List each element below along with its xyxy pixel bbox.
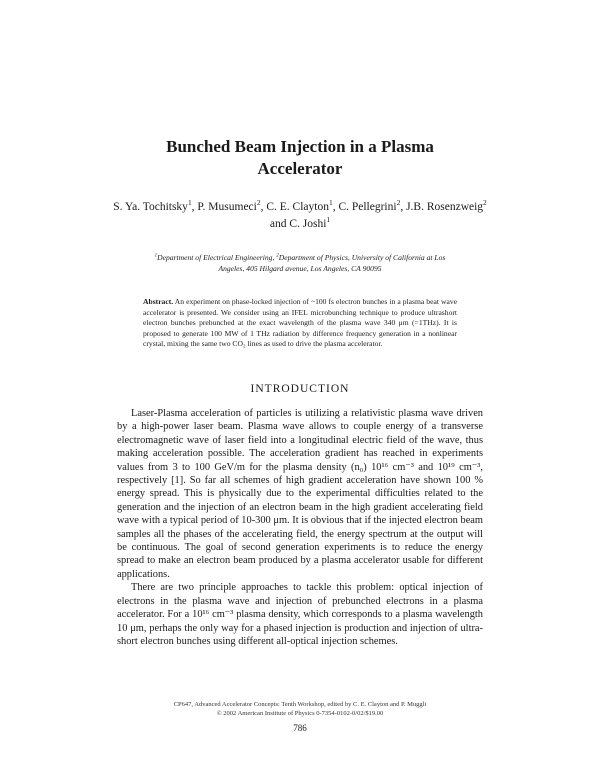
author-separator: , xyxy=(191,201,198,213)
author-affiliation-marker: 2 xyxy=(396,198,401,208)
page-number: 786 xyxy=(293,723,307,733)
affiliation-marker: 2 xyxy=(276,253,279,259)
footer-copyright: © 2002 American Institute of Physics 0-7354-0102-0/02/$19.00 xyxy=(216,710,384,717)
author-name: J.B. Rosenzweig xyxy=(406,201,484,213)
abstract xyxy=(143,297,457,350)
paragraph: There are two principle approaches to tackle this problem: optical injection of electrons in the plasma wave and injection of prebunched electrons in a plasma accelerator. For a 10¹⁶ cm⁻³ plasma density, which corresponds to a plasma wavelength 10 μm, perhaps the only way for a phased injection is production and injection of ultra-short electron bunches using different all-optical injection schemes. xyxy=(117,582,483,647)
author-name: C. Joshi xyxy=(289,218,327,230)
author-name: S. Ya. Tochitsky xyxy=(113,201,188,213)
affiliation-2: Department of Physics, University of California at Los xyxy=(278,253,446,262)
affiliation-1: Department of Electrical Engineering, xyxy=(157,253,277,262)
author-name: P. Musumeci xyxy=(197,201,257,213)
author-separator: and xyxy=(269,218,290,230)
author-affiliation-marker: 1 xyxy=(187,198,192,208)
footer-citation: CP647, Advanced Accelerator Concepts: Tenth Workshop, edited by C. E. Clayton and P. Muggli xyxy=(173,701,427,708)
author-separator: , xyxy=(260,201,267,213)
abstract-text: An experiment on phase-locked injection of ~100 fs electron bunches in a plasma beat wave accelerator is presented. We consider using an IFEL microbunching technique to produce ultrashort electron bunches prebunched at the exact wavelength of the plasma wave 340 μm (=1THz). It is proposed to generate 100 MW of 1 THz radiation by difference frequency generation in a nonlinear crystal, mixing the same two CO₂ lines as used to drive the plasma accelerator. xyxy=(143,297,458,348)
section-heading: INTRODUCTION xyxy=(250,383,350,395)
abstract-label: Abstract. xyxy=(143,297,174,306)
author-affiliation-marker: 2 xyxy=(256,198,261,208)
author-affiliation-marker: 2 xyxy=(483,198,487,208)
author-affiliation-marker: 1 xyxy=(328,198,333,208)
paragraph: Laser-Plasma acceleration of particles is utilizing a relativistic plasma wave driven by a high-power laser beam. Plasma wave allows to couple energy of a transverse electromagnetic wave of laser field into a longitudinal electric field of the wave, thus making acceleration possible. The acceleration gradient has reached in experiments values from 3 to 100 GeV/m for the plasma density (n₀) 10¹⁶ cm⁻³ and 10¹⁹ cm⁻³, respectively [1]. So far all schemes of high gradient acceleration have shown 100 % energy spread. This is physically due to the experimental difficulties related to the generation and the injection of an electron beam in the high gradient accelerating field wave with a typical period of 10-300 μm. It is obvious that if the injected electron beam samples all the phases of the accelerating field, the energy spectrum at the output will be continuous. The goal of second generation experiments is to reduce the energy spread to make an electron beam produced by a plasma accelerator usable for different applications. xyxy=(117,408,483,580)
affiliation-marker: 1 xyxy=(154,253,158,259)
author-separator: , xyxy=(400,201,407,213)
author-affiliation-marker: 1 xyxy=(326,215,331,225)
author-list xyxy=(110,199,490,233)
title-line-2: Accelerator xyxy=(257,159,343,178)
author-separator: , xyxy=(332,201,339,213)
copyright-footer xyxy=(140,700,460,718)
author-name: C. E. Clayton xyxy=(266,201,329,213)
affiliation-address: Angeles, 405 Hilgard avenue, Los Angeles, CA 90095 xyxy=(218,264,382,273)
author-name: C. Pellegrini xyxy=(338,201,397,213)
title-line-1: Bunched Beam Injection in a Plasma xyxy=(166,137,434,156)
body-text xyxy=(117,407,483,648)
affiliations xyxy=(140,252,460,274)
paper-title xyxy=(100,136,500,180)
